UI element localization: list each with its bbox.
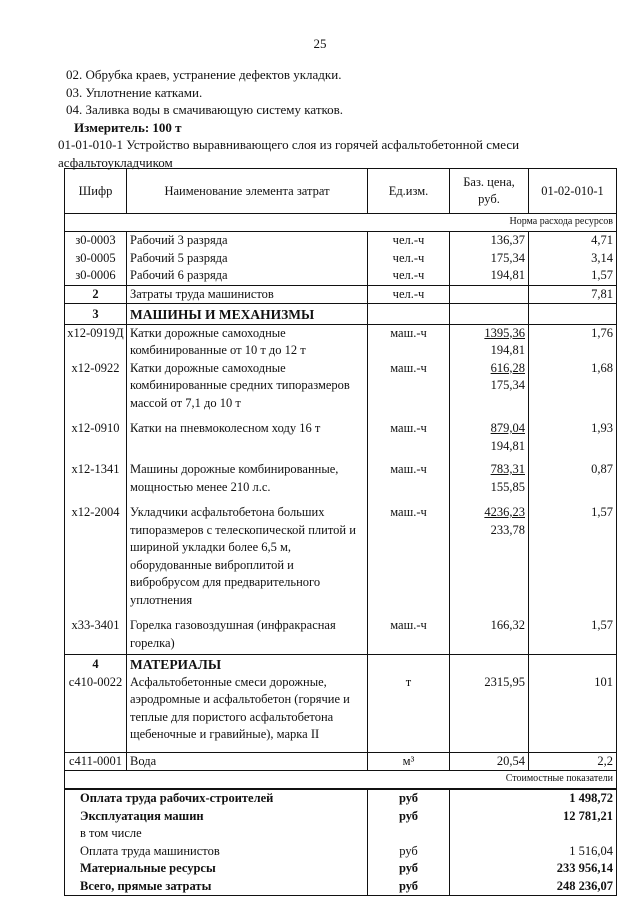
page-number: 25: [313, 36, 327, 51]
price-total: 783,31: [490, 462, 525, 476]
header-name: Наименование элемента затрат: [127, 169, 368, 214]
row-norm: 101: [529, 674, 617, 753]
price-wage: 194,81: [490, 438, 525, 453]
price-wage: 175,34: [490, 378, 525, 392]
summary-label: в том числе: [65, 825, 368, 843]
row-code: х33-3401: [65, 609, 127, 655]
summary-label: Материальные ресурсы: [65, 860, 368, 878]
table-row: [65, 496, 617, 609]
price-total: 4236,23: [484, 505, 525, 519]
row-price: 20,54: [450, 752, 529, 771]
row-name: Машины дорожные комбинированные, мощностью менее 210 л.с.: [127, 455, 368, 496]
summary-label: Оплата труда рабочих-строителей: [65, 789, 368, 808]
summary-row: [65, 808, 617, 826]
price-total: 879,04: [490, 421, 525, 435]
row-norm: 1,68: [529, 360, 617, 413]
table-row: [65, 232, 617, 250]
summary-value: 1 498,72: [450, 789, 617, 808]
row-price: [450, 360, 529, 413]
row-unit: маш.-ч: [368, 496, 450, 609]
section-title: 01-01-010-1 Устройство выравнивающего слоя из горячей асфальтобетонной смеси асфальтоукладчиком: [58, 137, 520, 170]
row-name: Укладчики асфальтобетона больших типоразмеров с телескопической плитой и шириной укладки более 6,5 м, оборудованные виброплитой и вибробрусом для предварительного уплотнения: [127, 496, 368, 609]
row-code: х12-1341: [65, 455, 127, 496]
row-code: с411-0001: [65, 752, 127, 771]
row-name: Рабочий 5 разряда: [127, 250, 368, 268]
row-code: з0-0003: [65, 232, 127, 250]
summary-unit: руб: [368, 843, 450, 861]
header-norm: 01-02-010-1: [529, 169, 617, 214]
summary-value: 12 781,21: [450, 808, 617, 826]
row-code: з0-0006: [65, 267, 127, 285]
materials-heading-row: [65, 655, 617, 674]
table-row: [65, 674, 617, 753]
summary-row: [65, 843, 617, 861]
table-row: [65, 455, 617, 496]
row-unit: маш.-ч: [368, 324, 450, 360]
header-price: Баз. цена, руб.: [450, 169, 529, 214]
norm-section-label: Норма расхода ресурсов: [65, 214, 617, 232]
summary-value: 248 236,07: [450, 878, 617, 896]
summary-row: [65, 860, 617, 878]
row-code: х12-0910: [65, 412, 127, 455]
row-price: [450, 412, 529, 455]
row-norm: 1,57: [529, 496, 617, 609]
row-norm: 1,93: [529, 412, 617, 455]
row-price: 166,32: [450, 609, 529, 655]
table-row: [65, 360, 617, 413]
row-name: Катки дорожные самоходные комбинированные средних типоразмеров массой от 7,1 до 10 т: [127, 360, 368, 413]
group-number: 3: [65, 304, 127, 325]
meter-label: Измеритель: 100 т: [74, 119, 182, 135]
summary-unit: руб: [368, 789, 450, 808]
table-row: [65, 250, 617, 268]
row-name: Затраты труда машинистов: [127, 285, 368, 304]
row-code: х12-0919Д: [65, 324, 127, 360]
row-price: [450, 455, 529, 496]
row-unit: чел.-ч: [368, 267, 450, 285]
row-price: 194,81: [450, 267, 529, 285]
row-unit: м³: [368, 752, 450, 771]
intro-line-2: 03. Уплотнение катками.: [66, 84, 203, 100]
row-name: Асфальтобетонные смеси дорожные, аэродромные и асфальтобетон (горячие и теплые для пористого асфальтобетона щебеночные и гравийные), марка II: [127, 674, 368, 753]
price-wage: 233,78: [490, 522, 525, 537]
price-wage: 194,81: [490, 343, 525, 357]
summary-value: [450, 825, 617, 843]
row-price: 136,37: [450, 232, 529, 250]
row-name: Катки дорожные самоходные комбинированные от 10 т до 12 т: [127, 324, 368, 360]
row-norm: 1,57: [529, 267, 617, 285]
row-price: [450, 324, 529, 360]
row-norm: 1,57: [529, 609, 617, 655]
row-price: [450, 496, 529, 609]
row-price: 2315,95: [450, 674, 529, 753]
group-number: 4: [65, 655, 127, 674]
row-code: х12-0922: [65, 360, 127, 413]
header-unit: Ед.изм.: [368, 169, 450, 214]
summary-unit: [368, 825, 450, 843]
table-row: [65, 752, 617, 771]
row-unit: чел.-ч: [368, 250, 450, 268]
row-unit: чел.-ч: [368, 232, 450, 250]
machinists-row: [65, 285, 617, 304]
summary-row: [65, 789, 617, 808]
table-row: [65, 324, 617, 360]
summary-unit: руб: [368, 808, 450, 826]
price-total: 616,28: [490, 360, 525, 375]
summary-row: [65, 878, 617, 896]
row-name: Горелка газовоздушная (инфракрасная горелка): [127, 609, 368, 655]
row-price: [450, 285, 529, 304]
row-norm: 7,81: [529, 285, 617, 304]
intro-line-3: 04. Заливка воды в смачивающую систему катков.: [66, 102, 344, 117]
summary-label: Эксплуатация машин: [65, 808, 368, 826]
summary-label: Всего, прямые затраты: [65, 878, 368, 896]
row-unit: чел.-ч: [368, 285, 450, 304]
machines-heading-row: [65, 304, 617, 325]
cost-section-label: Стоимостные показатели: [65, 771, 617, 790]
row-name: Катки на пневмоколесном ходу 16 т: [127, 412, 368, 455]
intro-block: [58, 66, 626, 171]
summary-unit: руб: [368, 860, 450, 878]
norm-section-row: [65, 214, 617, 232]
row-norm: 3,14: [529, 250, 617, 268]
header-code: Шифр: [65, 169, 127, 214]
summary-row: [65, 825, 617, 843]
table-row: [65, 267, 617, 285]
summary-label: Оплата труда машинистов: [65, 843, 368, 861]
group-title: МАТЕРИАЛЫ: [127, 655, 368, 674]
row-price: 175,34: [450, 250, 529, 268]
summary-unit: руб: [368, 878, 450, 896]
row-unit: т: [368, 674, 450, 753]
intro-line-1: 02. Обрубка краев, устранение дефектов укладки.: [66, 67, 342, 82]
summary-value: 1 516,04: [450, 843, 617, 861]
resource-table: [64, 168, 617, 896]
price-wage: 155,85: [490, 479, 525, 494]
row-norm: 1,76: [529, 324, 617, 360]
row-norm: 2,2: [529, 752, 617, 771]
row-norm: 0,87: [529, 455, 617, 496]
row-unit: маш.-ч: [368, 412, 450, 455]
table-row: [65, 609, 617, 655]
cost-section-row: [65, 771, 617, 790]
row-name: Рабочий 3 разряда: [127, 232, 368, 250]
row-name: Рабочий 6 разряда: [127, 267, 368, 285]
row-name: Вода: [127, 752, 368, 771]
table-row: [65, 412, 617, 455]
group-title: МАШИНЫ И МЕХАНИЗМЫ: [127, 304, 368, 325]
row-code: х12-2004: [65, 496, 127, 609]
price-total: 1395,36: [484, 325, 525, 340]
row-norm: 4,71: [529, 232, 617, 250]
row-code: с410-0022: [65, 674, 127, 753]
row-code: з0-0005: [65, 250, 127, 268]
summary-value: 233 956,14: [450, 860, 617, 878]
row-unit: маш.-ч: [368, 609, 450, 655]
row-unit: маш.-ч: [368, 455, 450, 496]
row-code: 2: [65, 285, 127, 304]
table-header: [65, 169, 617, 214]
row-unit: маш.-ч: [368, 360, 450, 413]
